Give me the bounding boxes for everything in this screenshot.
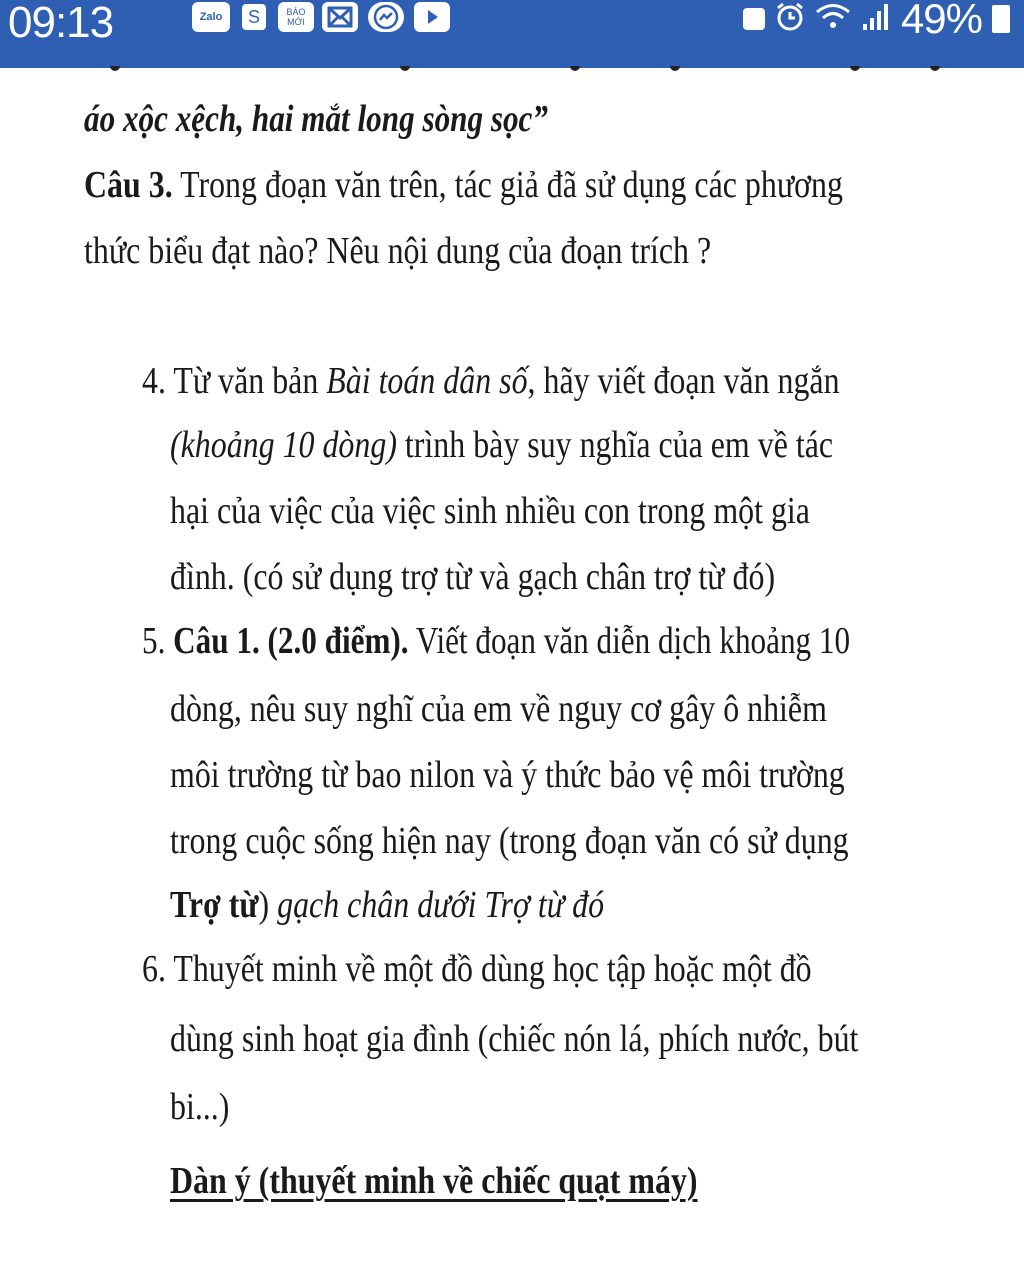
s-app-icon: S [240,2,268,32]
alarm-icon [775,2,805,37]
cropped-text-line [70,66,950,74]
item-5-line-5: Trợ từ) gạch chân dưới Trợ từ đó [170,884,605,926]
item-4-line-4: đình. (có sử dụng trợ từ và gạch chân trợ từ đó) [170,556,776,598]
data-saver-icon [743,8,765,30]
item-5-line-1: 5. Câu 1. (2.0 điểm). Viết đoạn văn diễn dịch khoảng 10 [142,620,851,662]
item-6-line-2: dùng sinh hoạt gia đình (chiếc nón lá, phích nước, bút [170,1018,859,1060]
quote-end-line: áo xộc xệch, hai mắt long sòng sọc” [84,98,548,140]
zalo-icon: Zalo [192,2,230,32]
battery-icon [992,5,1010,33]
document-image [0,68,1024,1280]
item-4-line-2: (khoảng 10 dòng) trình bày suy nghĩa của em về tác [170,424,834,466]
youtube-icon [414,2,450,32]
baomoi-icon: BÁO MỚI [278,2,314,32]
status-time: 09:13 [8,0,114,47]
question-3-line-1: Câu 3. Trong đoạn văn trên, tác giả đã sử dụng các phương [84,164,843,206]
mail-icon [322,2,358,32]
item-4-line-1: 4. Từ văn bản Bài toán dân số, hãy viết đoạn văn ngắn [142,360,840,402]
status-bar [0,0,1024,68]
status-right-group [743,0,1010,40]
item-5-line-2: dòng, nêu suy nghĩ của em về nguy cơ gây ô nhiễm [170,688,827,730]
item-4-line-3: hại của việc của việc sinh nhiều con trong một gia [170,490,810,532]
wifi-icon [815,3,851,36]
item-5-line-3: môi trường từ bao nilon và ý thức bảo vệ môi trường [170,754,845,796]
question-3-line-2: thức biểu đạt nào? Nêu nội dung của đoạn trích ? [84,230,712,272]
item-6-line-1: 6. Thuyết minh về một đồ dùng học tập hoặc một đồ [142,948,812,990]
item-6-line-3: bi...) [170,1086,230,1128]
signal-icon [861,2,891,37]
battery-percent: 49% [900,0,982,42]
outline-heading: Dàn ý (thuyết minh về chiếc quạt máy) [170,1160,698,1202]
messenger-icon [368,2,404,32]
item-5-line-4: trong cuộc sống hiện nay (trong đoạn văn có sử dụng [170,820,849,862]
